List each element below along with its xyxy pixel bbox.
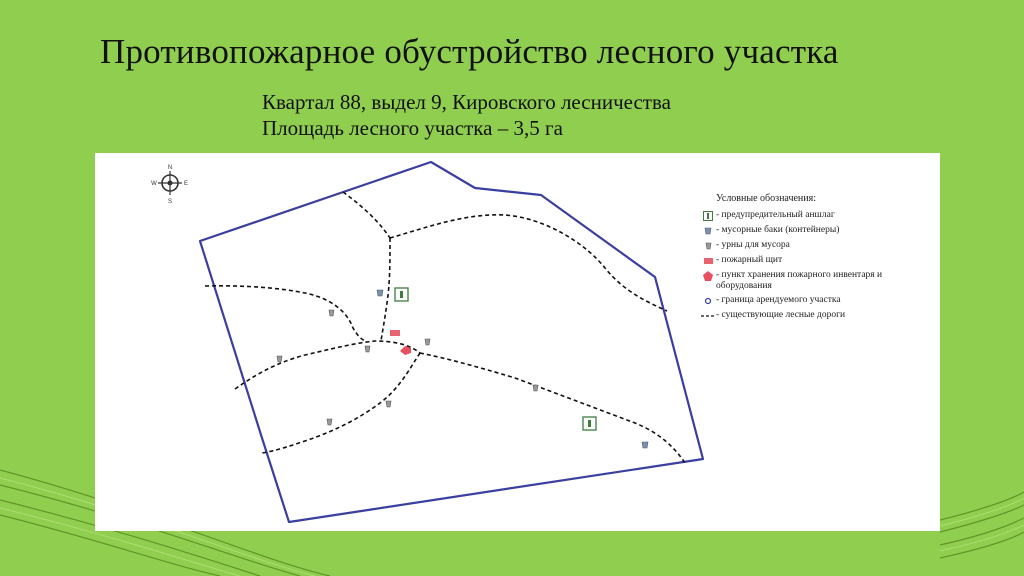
warning-sign-icon — [700, 210, 716, 221]
fire-equipment-point-icon — [700, 270, 716, 281]
trash-bin-icon — [277, 356, 282, 362]
warning-sign-icon — [583, 417, 596, 430]
legend-label: - предупредительный аншлаг — [716, 210, 835, 220]
legend-item — [700, 240, 930, 255]
legend-label: - граница арендуемого участка — [716, 295, 841, 305]
slide-title: Противопожарное обустройство лесного участка — [100, 32, 839, 71]
boundary-icon — [700, 295, 716, 306]
map-legend — [700, 193, 930, 325]
trash-bin-icon — [533, 385, 538, 391]
plot-boundary — [200, 162, 703, 522]
forest-road — [390, 215, 667, 311]
trash-container-icon — [377, 290, 383, 296]
map-panel — [95, 153, 940, 531]
fire-board-icon — [700, 255, 716, 266]
legend-title: Условные обозначения: — [716, 193, 817, 204]
slide-subtitle-location: Квартал 88, выдел 9, Кировского лесничества — [262, 90, 671, 114]
trash-container-icon — [700, 225, 716, 236]
forest-road — [235, 341, 420, 389]
legend-label: - пожарный щит — [716, 255, 783, 265]
legend-item — [700, 225, 930, 240]
legend-item — [700, 310, 930, 325]
trash-bin-icon — [327, 419, 332, 425]
legend-label: - урны для мусора — [716, 240, 790, 250]
compass-s-label: S — [167, 199, 173, 205]
compass-e-label: E — [183, 181, 189, 187]
trash-bin-icon — [329, 310, 334, 316]
warning-sign-icon — [395, 288, 408, 301]
forest-road — [262, 353, 420, 453]
legend-item — [700, 270, 930, 295]
legend-label: - пункт хранения пожарного инвентаря и оборудования — [716, 270, 883, 291]
compass-n-label: N — [167, 165, 173, 171]
trash-bin-icon — [386, 401, 391, 407]
legend-label: - существующие лесные дороги — [716, 310, 846, 320]
fire-board-icon — [390, 330, 400, 336]
trash-bin-icon — [365, 346, 370, 352]
legend-item — [700, 255, 930, 270]
slide-subtitle-area: Площадь лесного участка – 3,5 га — [262, 116, 563, 140]
legend-label: - мусорные баки (контейнеры) — [716, 225, 840, 235]
trash-bin-icon — [700, 240, 716, 251]
compass-w-label: W — [151, 181, 157, 187]
legend-item — [700, 210, 930, 225]
trash-container-icon — [642, 442, 648, 448]
forest-road-icon — [700, 310, 716, 321]
legend-item — [700, 295, 930, 310]
forest-road — [381, 238, 390, 341]
trash-bin-icon — [425, 339, 430, 345]
forest-road — [343, 192, 390, 238]
